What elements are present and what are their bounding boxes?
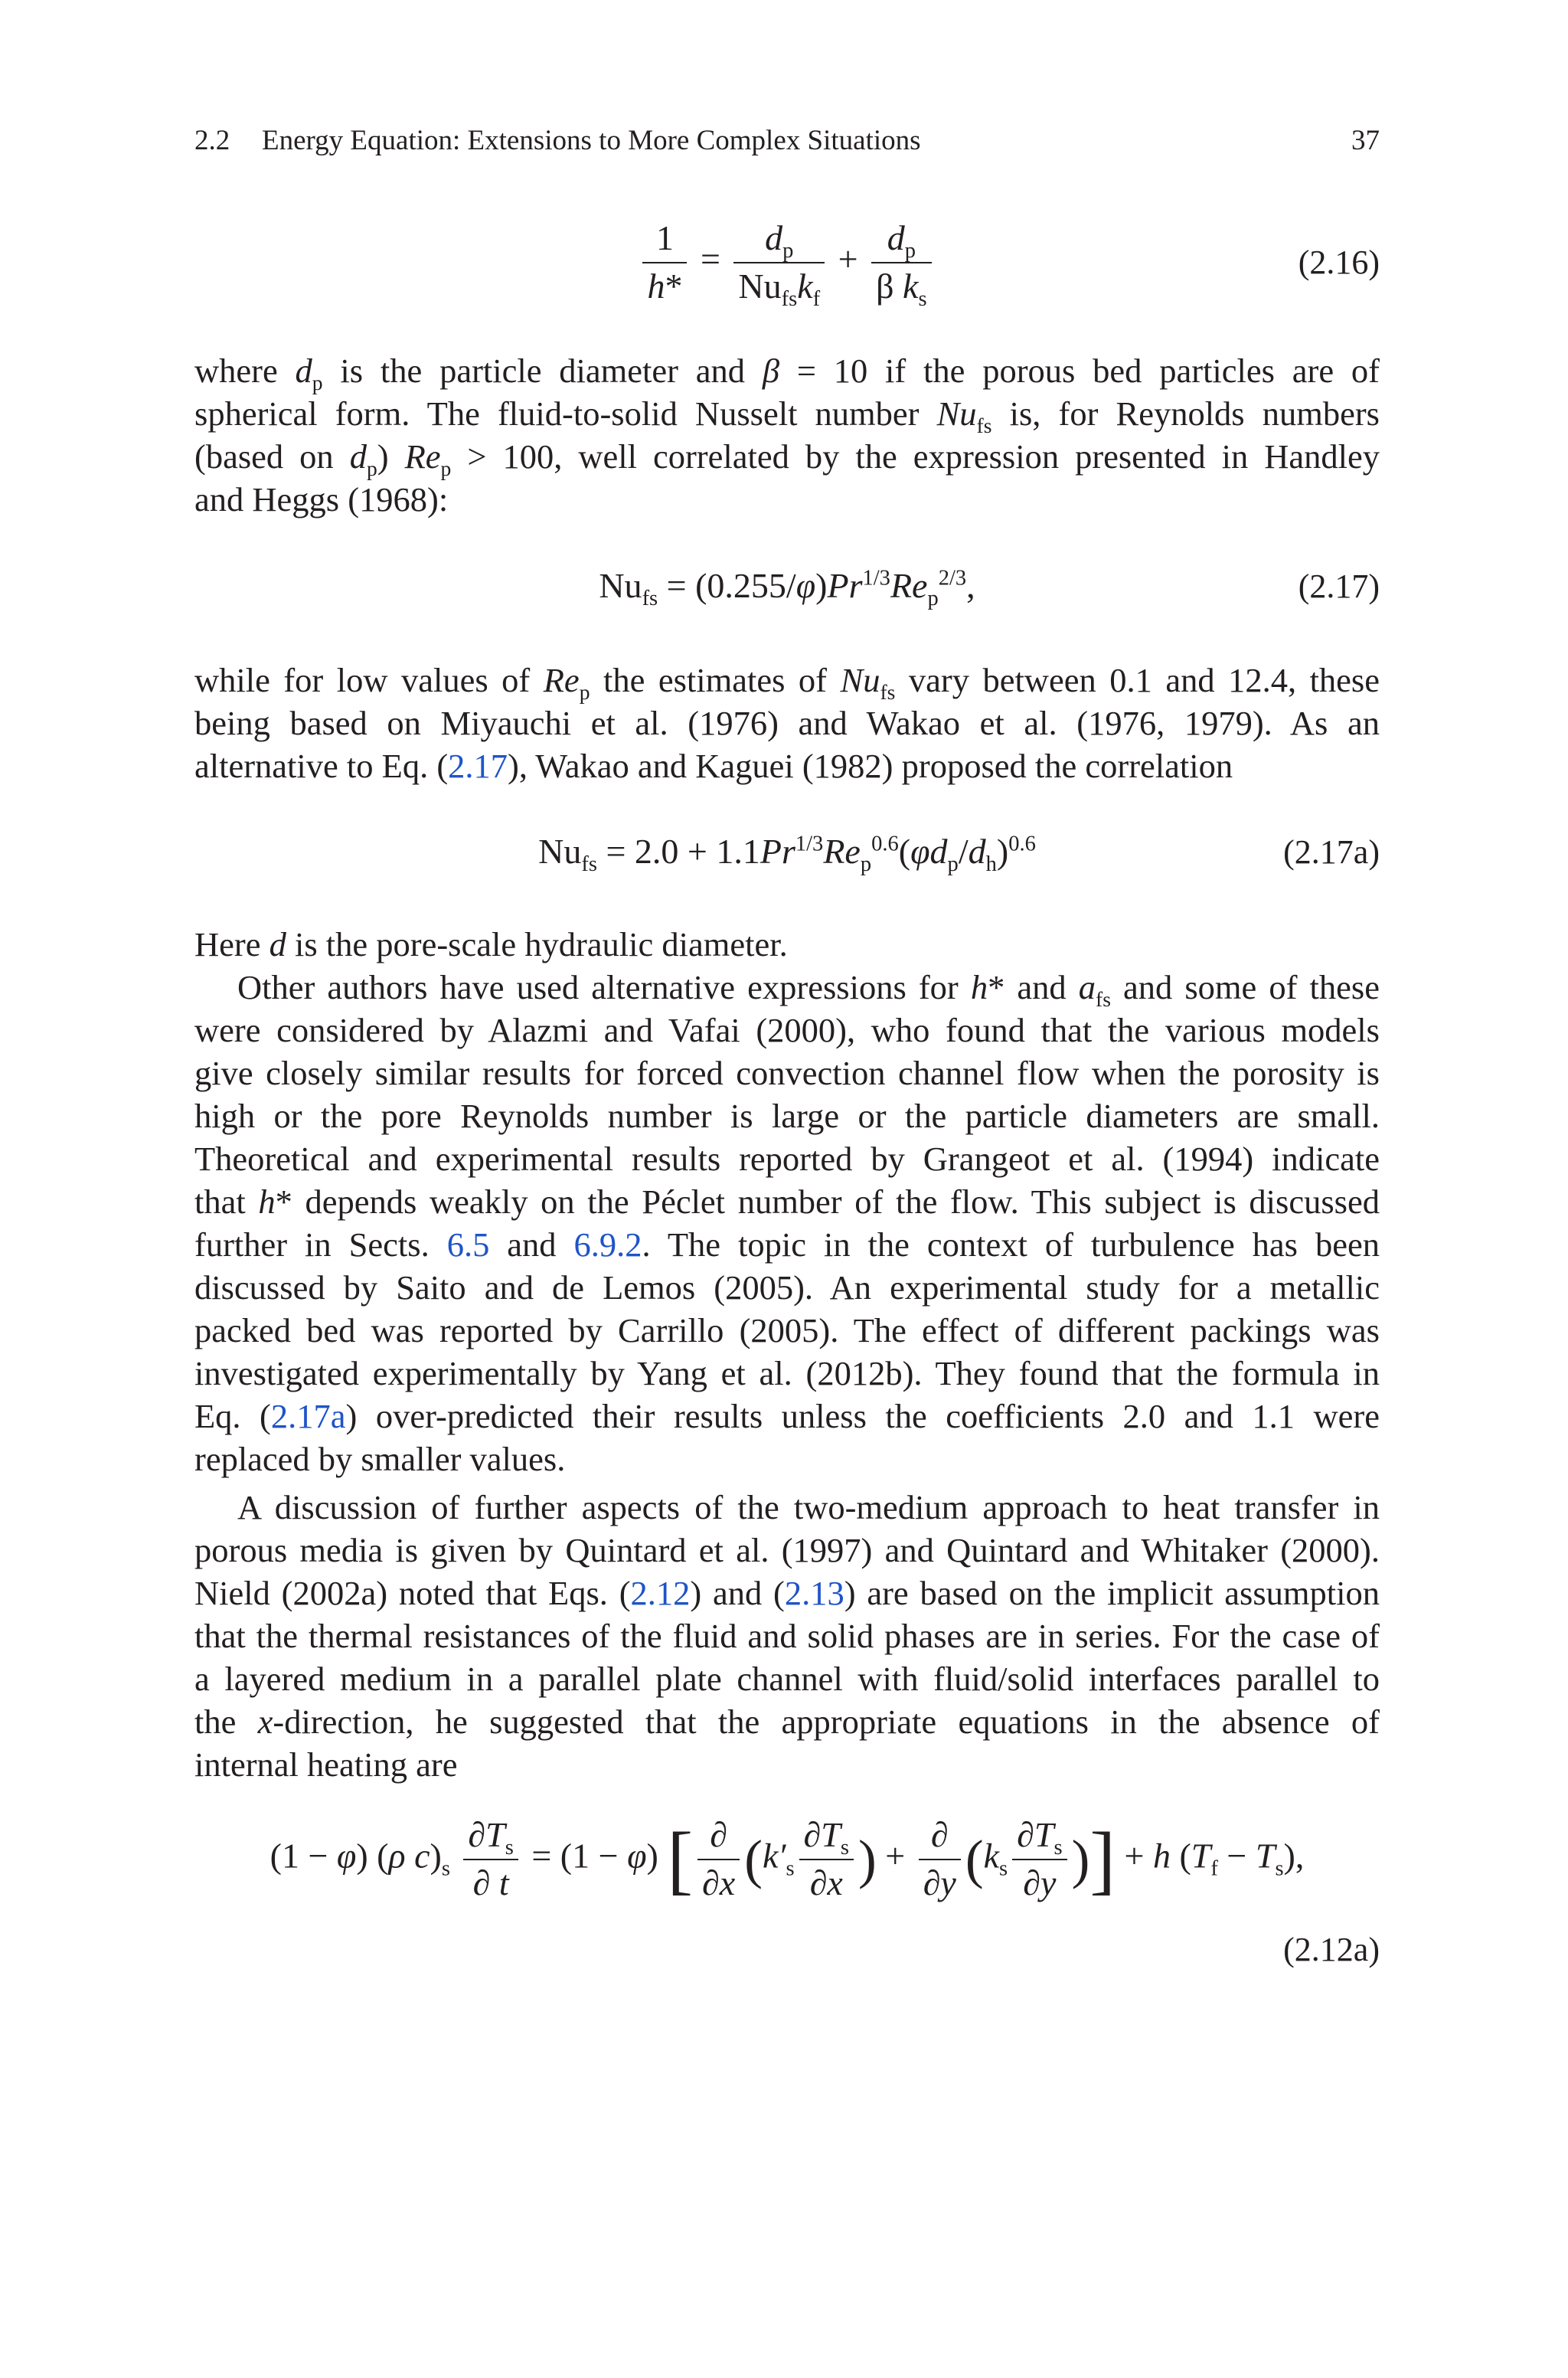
text-line: Theoretical and experimental results reported by Grangeot et al. (1994) indicate (194, 1140, 1380, 1178)
text-line: give closely similar results for forced convection channel flow when the porosity is (194, 1054, 1380, 1092)
text-line: Eq. (2.17a) over-predicted their results unless the coefficients 2.0 and 1.1 were (194, 1397, 1380, 1435)
text-line: investigated experimentally by Yang et al. (2012b). They found that the formula in (194, 1354, 1380, 1392)
text-line: a layered medium in a parallel plate channel with fluid/solid interfaces parallel to (194, 1660, 1380, 1698)
text-line: spherical form. The fluid-to-solid Nusselt number $Nu_{fs}$ is, for Reynolds numbers (194, 394, 1380, 437)
equation-2-17a: $Nu_{fs} = 2.0 + 1.1Pr^{1/3}Re_p^{0.6}(\varphi d_p/d_h)^{0.6}$ (2.17a) (538, 832, 1380, 877)
eq-fraction: $\frac{\partial}{\partial y}$ (919, 1815, 961, 1904)
eq-fraction: $\frac{\partial T_s}{\partial y}$ (1012, 1815, 1067, 1904)
eq-fraction: $\frac{d_p}{Nu_{fs}k_f}$ (733, 218, 825, 307)
text-line: high or the pore Reynolds number is large or the particle diameters are small. (194, 1097, 1380, 1135)
eq-fraction: $\frac{\partial}{\partial x}$ (697, 1815, 740, 1904)
text-line: Nield (2002a) noted that Eqs. (2.12) and (2.13) are based on the implicit assumption (194, 1574, 1380, 1612)
equation-link[interactable]: 2.17a (270, 1397, 346, 1435)
text-line: A discussion of further aspects of the two-medium approach to heat transfer in (237, 1488, 1380, 1526)
paragraph (194, 659, 1380, 787)
text-line: replaced by smaller values. (194, 1440, 566, 1478)
text-line: porous media is given by Quintard et al. (1997) and Quintard and Whitaker (2000). (194, 1531, 1380, 1569)
text-line: that h* depends weakly on the Péclet number of the flow. This subject is discussed (194, 1182, 1380, 1221)
text-line: further in Sects. 6.5 and 6.9.2. The topic in the context of turbulence has been (194, 1225, 1380, 1264)
equation-2-17: $Nu_{fs} = (0.255/\varphi)Pr^{1/3}Re_p^{2/3}$, (2.17) (599, 566, 1380, 611)
text-line: Here d is the pore-scale hydraulic diameter. (194, 925, 788, 963)
equation-link[interactable]: 2.13 (784, 1574, 844, 1612)
text-line: Other authors have used alternative expressions for h* and $a_{fs}$ and some of these (237, 968, 1380, 1011)
equation-2-16: $\frac{1}{h*}$ = $\frac{d_p}{Nu_{fs}k_f}$ + $\frac{d_p}{\beta k_s}$ (2.16) (194, 218, 1380, 310)
text-line: packed bed was reported by Carrillo (2005). The effect of different packings was (194, 1311, 1380, 1349)
section-link[interactable]: 6.9.2 (573, 1225, 642, 1264)
eq-fraction: $\frac{1}{h*}$ (642, 218, 687, 307)
equation-link[interactable]: 2.12 (630, 1574, 691, 1612)
text-line: being based on Miyauchi et al. (1976) and Wakao et al. (1976, 1979). As an (194, 704, 1380, 742)
paragraph (194, 1486, 1380, 1786)
equation-link[interactable]: 2.17 (448, 747, 508, 785)
section-link[interactable]: 6.5 (446, 1225, 490, 1264)
equation-2-12a: (1 − φ) (ρ $c)_s$ $\frac{\partial T_s}{\partial t}$ = (1 − φ) [ $\frac{\partial}{\partial x}$ ($k'_s$ $\frac{\partial T_s}{\partial x}$ ) + $\frac{\partial}{\partial y}$ ($k_s$ $\frac{\partial T_s}{\partial y}$ )] + h $(T_f - T_s)$, (2.12a) (270, 1815, 1380, 1968)
equation-number: (2.17a) (1283, 833, 1380, 871)
equation-number: (2.16) (1298, 244, 1380, 281)
text-line: and Heggs (1968): (194, 480, 449, 518)
equation-number: (2.12a) (1283, 1931, 1380, 1968)
text-line: where $d_p$ is the particle diameter and β = 10 if the porous bed particles are of (194, 352, 1380, 394)
section-title: Energy Equation: Extensions to More Complex Situations (262, 125, 921, 156)
text-line: internal heating are (194, 1745, 458, 1784)
text-line: discussed by Saito and de Lemos (2005). An experimental study for a metallic (194, 1268, 1380, 1307)
paragraph (194, 966, 1380, 1480)
eq-fraction: $\frac{\partial T_s}{\partial x}$ (799, 1815, 854, 1904)
text-line: the x-direction, he suggested that the appropriate equations in the absence of (194, 1703, 1380, 1741)
paragraph (194, 349, 1380, 521)
running-header (194, 124, 1380, 162)
text-line: were considered by Alazmi and Vafai (2000), who found that the various models (194, 1011, 1380, 1049)
equation-number: (2.17) (1298, 568, 1380, 605)
text-line: that the thermal resistances of the fluid and solid phases are in series. For the case of (194, 1617, 1380, 1655)
text-line: while for low values of $Re_p$ the estimates of $Nu_{fs}$ vary between 0.1 and 12.4, these (194, 661, 1380, 704)
text-line: (based on $d_p$) $Re_p > 100$, well correlated by the expression presented in Handley (194, 437, 1380, 480)
paragraph (194, 923, 1380, 966)
eq-fraction: $\frac{d_p}{\beta k_s}$ (871, 218, 931, 307)
eq-fraction: $\frac{\partial T_s}{\partial t}$ (463, 1815, 518, 1904)
page-number: 37 (1351, 125, 1380, 156)
section-number: 2.2 (194, 125, 230, 156)
text-line: alternative to Eq. (2.17), Wakao and Kaguei (1982) proposed the correlation (194, 747, 1233, 785)
